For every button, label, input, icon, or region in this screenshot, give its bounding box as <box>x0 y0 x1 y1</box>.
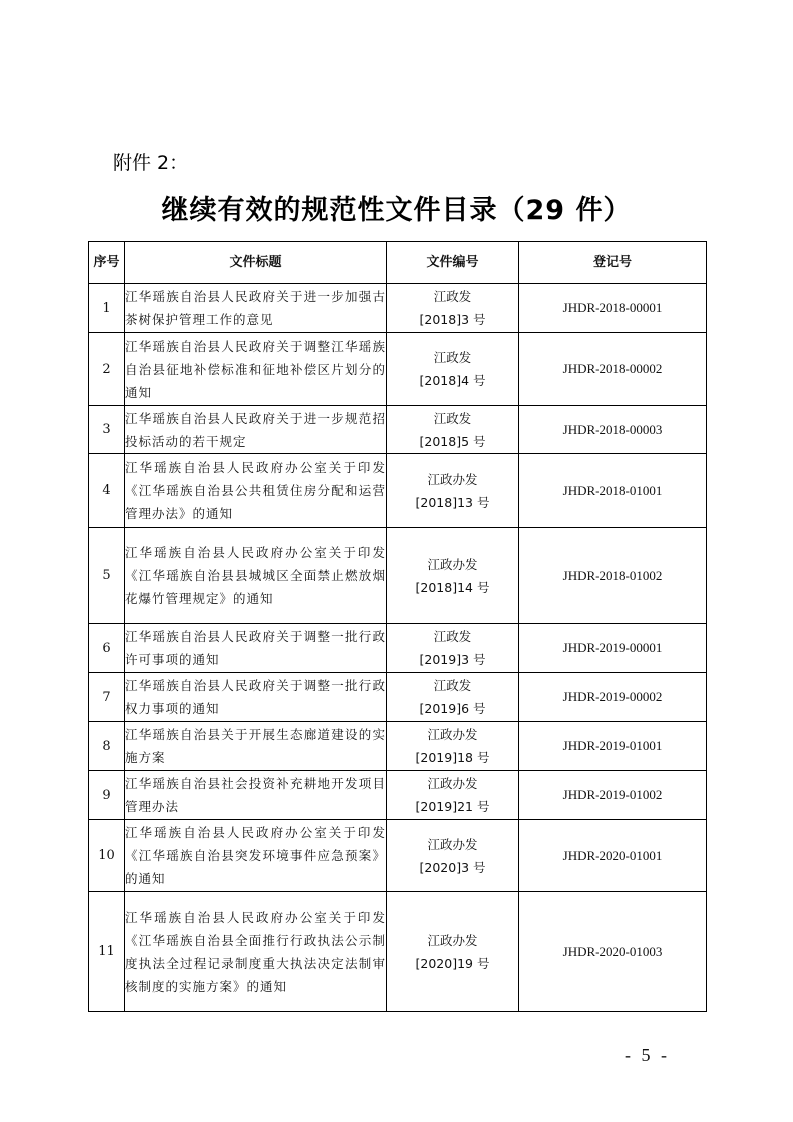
code-line1: 江政发 <box>433 410 472 426</box>
row-title: 江华瑶族自治县人民政府关于调整一批行政权力事项的通知 <box>125 673 387 722</box>
table-row <box>89 771 707 820</box>
document-title: 继续有效的规范性文件目录（29 件） <box>161 195 632 226</box>
row-code <box>387 333 519 406</box>
code-line2: [2018]5 号 <box>419 433 486 449</box>
row-title: 江华瑶族自治县人民政府办公室关于印发《江华瑶族自治县公共租赁住房分配和运营管理办法》的通知 <box>125 454 387 528</box>
row-code <box>387 771 519 820</box>
row-code <box>387 284 519 333</box>
header-title: 文件标题 <box>125 242 387 284</box>
row-reg: JHDR-2020-01001 <box>519 820 707 892</box>
row-index: 5 <box>89 528 125 624</box>
row-index: 3 <box>89 406 125 454</box>
row-reg: JHDR-2018-00003 <box>519 406 707 454</box>
row-title: 江华瑶族自治县人民政府关于进一步加强古茶树保护管理工作的意见 <box>125 284 387 333</box>
row-reg: JHDR-2019-01001 <box>519 722 707 771</box>
code-line1: 江政办发 <box>427 471 478 487</box>
row-title: 江华瑶族自治县人民政府办公室关于印发《江华瑶族自治县全面推行行政执法公示制度执法全过程记录制度重大执法决定法制审核制度的实施方案》的通知 <box>125 892 387 1012</box>
code-line2: [2018]4 号 <box>419 373 486 388</box>
code-line2: [2020]3 号 <box>419 859 486 875</box>
row-reg: JHDR-2019-00002 <box>519 673 707 722</box>
row-reg: JHDR-2018-01001 <box>519 454 707 528</box>
attachment-label: 附件 2： <box>113 152 189 174</box>
row-code <box>387 820 519 892</box>
code-line1: 江政办发 <box>427 556 478 572</box>
row-title: 江华瑶族自治县人民政府办公室关于印发《江华瑶族自治县突发环境事件应急预案》的通知 <box>125 820 387 892</box>
row-index: 10 <box>89 820 125 892</box>
row-index: 2 <box>89 333 125 406</box>
code-line1: 江政办发 <box>427 836 478 852</box>
row-code <box>387 624 519 673</box>
code-line1: 江政办发 <box>427 727 478 742</box>
table-row <box>89 333 707 406</box>
row-reg: JHDR-2018-00002 <box>519 333 707 406</box>
code-line1: 江政发 <box>433 350 472 365</box>
row-title: 江华瑶族自治县人民政府办公室关于印发《江华瑶族自治县县城城区全面禁止燃放烟花爆竹管理规定》的通知 <box>125 528 387 624</box>
row-index: 9 <box>89 771 125 820</box>
row-index: 8 <box>89 722 125 771</box>
row-code <box>387 892 519 1012</box>
table-row <box>89 406 707 454</box>
row-code <box>387 722 519 771</box>
row-title: 江华瑶族自治县人民政府关于调整一批行政许可事项的通知 <box>125 624 387 673</box>
table-row <box>89 528 707 624</box>
header-code: 文件编号 <box>387 242 519 284</box>
code-line2: [2019]18 号 <box>415 750 490 765</box>
table-row <box>89 624 707 673</box>
row-reg: JHDR-2019-01002 <box>519 771 707 820</box>
row-code <box>387 454 519 528</box>
row-title: 江华瑶族自治县社会投资补充耕地开发项目管理办法 <box>125 771 387 820</box>
code-line1: 江政发 <box>433 289 472 304</box>
table-row <box>89 454 707 528</box>
row-index: 6 <box>89 624 125 673</box>
row-index: 7 <box>89 673 125 722</box>
row-code <box>387 528 519 624</box>
header-reg: 登记号 <box>519 242 707 284</box>
table-row <box>89 673 707 722</box>
table-row <box>89 820 707 892</box>
row-code <box>387 673 519 722</box>
row-title: 江华瑶族自治县人民政府关于调整江华瑶族自治县征地补偿标准和征地补偿区片划分的通知 <box>125 333 387 406</box>
code-line2: [2018]14 号 <box>415 579 490 595</box>
code-line1: 江政发 <box>433 678 472 693</box>
code-line2: [2019]3 号 <box>419 652 486 667</box>
row-title: 江华瑶族自治县人民政府关于进一步规范招投标活动的若干规定 <box>125 406 387 454</box>
code-line2: [2018]13 号 <box>415 494 490 510</box>
row-index: 11 <box>89 892 125 1012</box>
table-row <box>89 722 707 771</box>
row-reg: JHDR-2020-01003 <box>519 892 707 1012</box>
code-line2: [2019]21 号 <box>415 799 490 814</box>
code-line1: 江政发 <box>433 629 472 644</box>
code-line1: 江政办发 <box>427 932 478 948</box>
row-index: 4 <box>89 454 125 528</box>
row-index: 1 <box>89 284 125 333</box>
table-header-row <box>89 242 707 284</box>
table-row <box>89 284 707 333</box>
document-table <box>88 241 707 1012</box>
code-line2: [2020]19 号 <box>415 955 490 971</box>
row-reg: JHDR-2018-01002 <box>519 528 707 624</box>
row-title: 江华瑶族自治县关于开展生态廊道建设的实施方案 <box>125 722 387 771</box>
code-line1: 江政办发 <box>427 776 478 791</box>
code-line2: [2018]3 号 <box>419 312 486 327</box>
row-reg: JHDR-2018-00001 <box>519 284 707 333</box>
code-line2: [2019]6 号 <box>419 701 486 716</box>
table-row <box>89 892 707 1012</box>
page-number: - 5 - <box>625 1045 670 1065</box>
header-index: 序号 <box>89 242 125 284</box>
row-reg: JHDR-2019-00001 <box>519 624 707 673</box>
row-code <box>387 406 519 454</box>
